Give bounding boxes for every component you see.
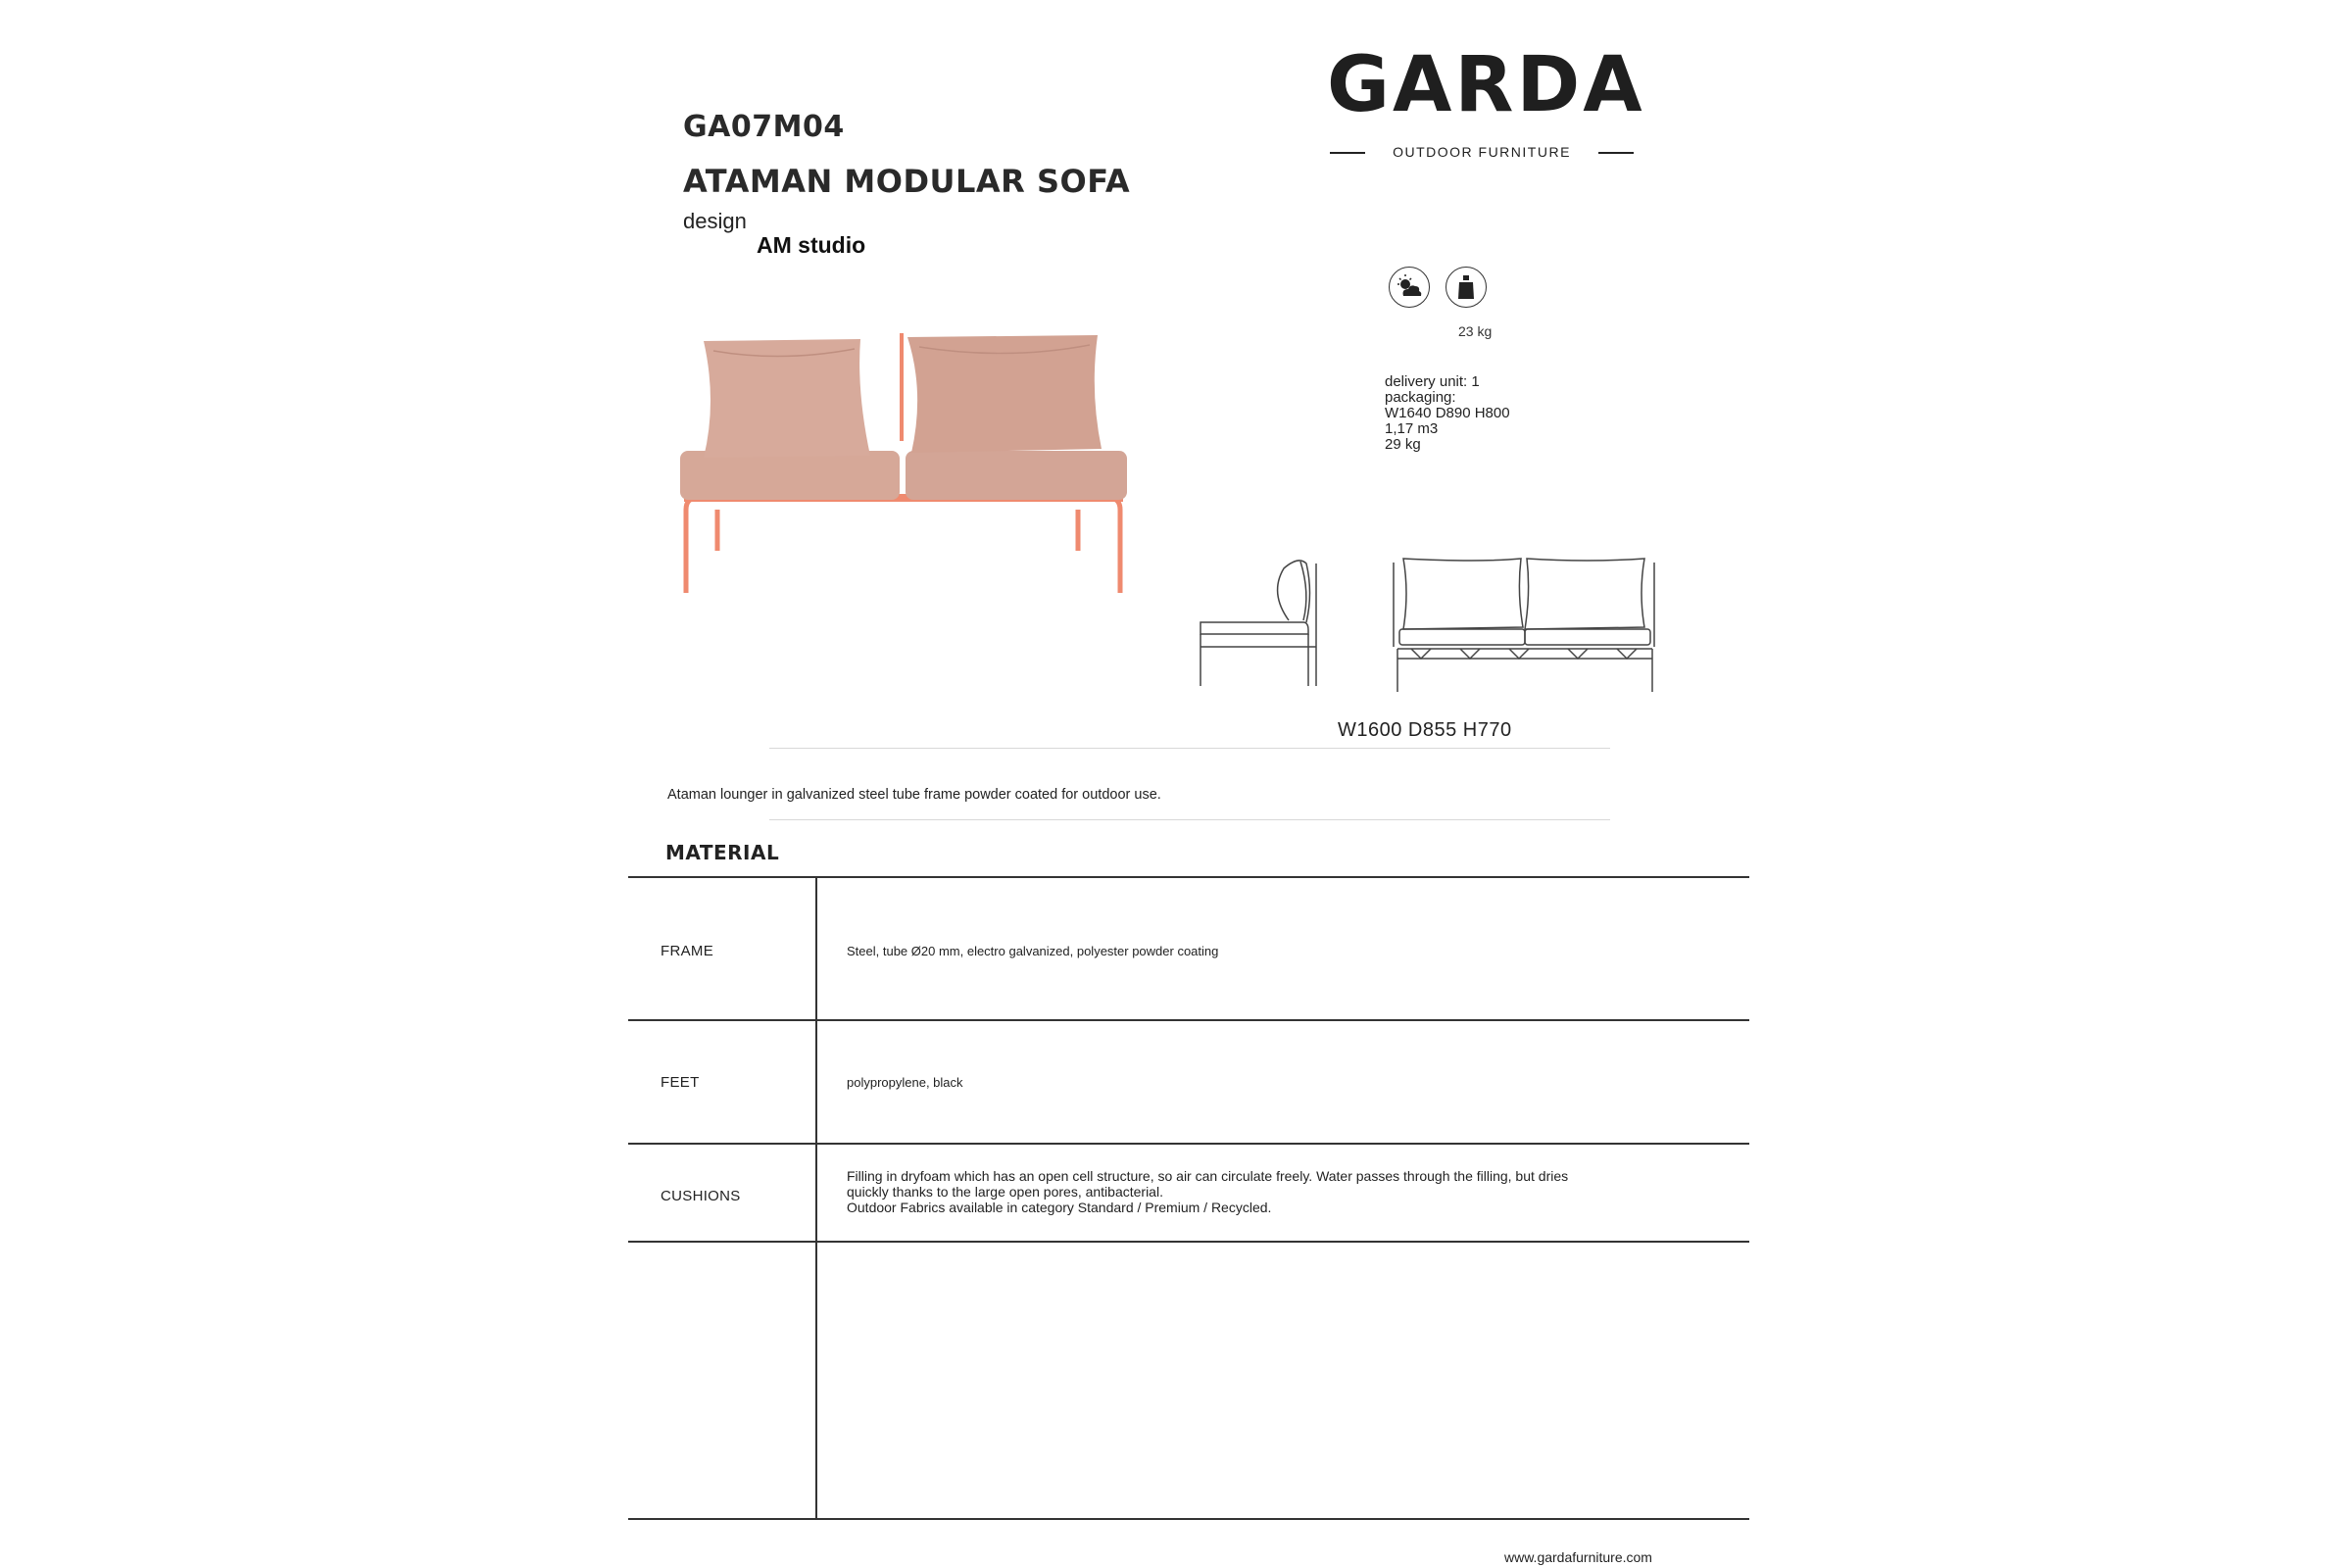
weight-icon	[1446, 267, 1487, 308]
material-row-label-feet: FEET	[661, 1074, 700, 1091]
product-weight: 23 kg	[1458, 323, 1493, 339]
packaging-line: W1640 D890 H800	[1385, 405, 1510, 421]
packaging-line: 29 kg	[1385, 436, 1421, 453]
packaging-line: packaging:	[1385, 389, 1456, 406]
table-rule	[628, 1241, 1749, 1243]
table-rule	[628, 1143, 1749, 1145]
material-row-value-cushions: Filling in dryfoam which has an open cell structure, so air can circulate freely. Water passes through the filling, but dries quickly thanks to the large open pores, antibacterial. Outdoor Fabrics available in category Standard / Premium / Recycled.	[847, 1168, 1569, 1215]
product-code: GA07M04	[683, 110, 845, 144]
packaging-line: 1,17 m3	[1385, 420, 1439, 437]
material-row-value-frame: Steel, tube Ø20 mm, electro galvanized, polyester powder coating	[847, 944, 1219, 958]
design-label: design	[683, 209, 747, 233]
table-rule	[628, 1518, 1749, 1520]
product-dimensions: W1600 D855 H770	[1338, 719, 1512, 741]
material-title: MATERIAL	[665, 841, 780, 864]
divider	[769, 748, 1610, 749]
tagline-rule-right	[1598, 152, 1634, 154]
designer-name: AM studio	[757, 232, 866, 258]
product-description: Ataman lounger in galvanized steel tube frame powder coated for outdoor use.	[667, 787, 1161, 803]
packaging-line: delivery unit: 1	[1385, 373, 1480, 390]
table-column-divider	[815, 877, 817, 1519]
brand-logo: GARDA	[1327, 41, 1645, 129]
material-row-label-cushions: CUSHIONS	[661, 1188, 741, 1204]
table-rule	[628, 876, 1749, 878]
front-view-drawing	[1392, 549, 1656, 694]
material-row-label-frame: FRAME	[661, 943, 713, 959]
side-view-drawing	[1191, 554, 1338, 691]
product-name: ATAMAN MODULAR SOFA	[683, 163, 1131, 200]
divider	[769, 819, 1610, 820]
table-rule	[628, 1019, 1749, 1021]
brand-tagline: OUTDOOR FURNITURE	[1393, 144, 1571, 160]
website-url: www.gardafurniture.com	[1504, 1549, 1652, 1565]
material-row-value-feet: polypropylene, black	[847, 1075, 963, 1090]
product-photo	[674, 323, 1135, 598]
packaging-info	[1385, 374, 1510, 453]
sun-cloud-icon	[1389, 267, 1430, 308]
